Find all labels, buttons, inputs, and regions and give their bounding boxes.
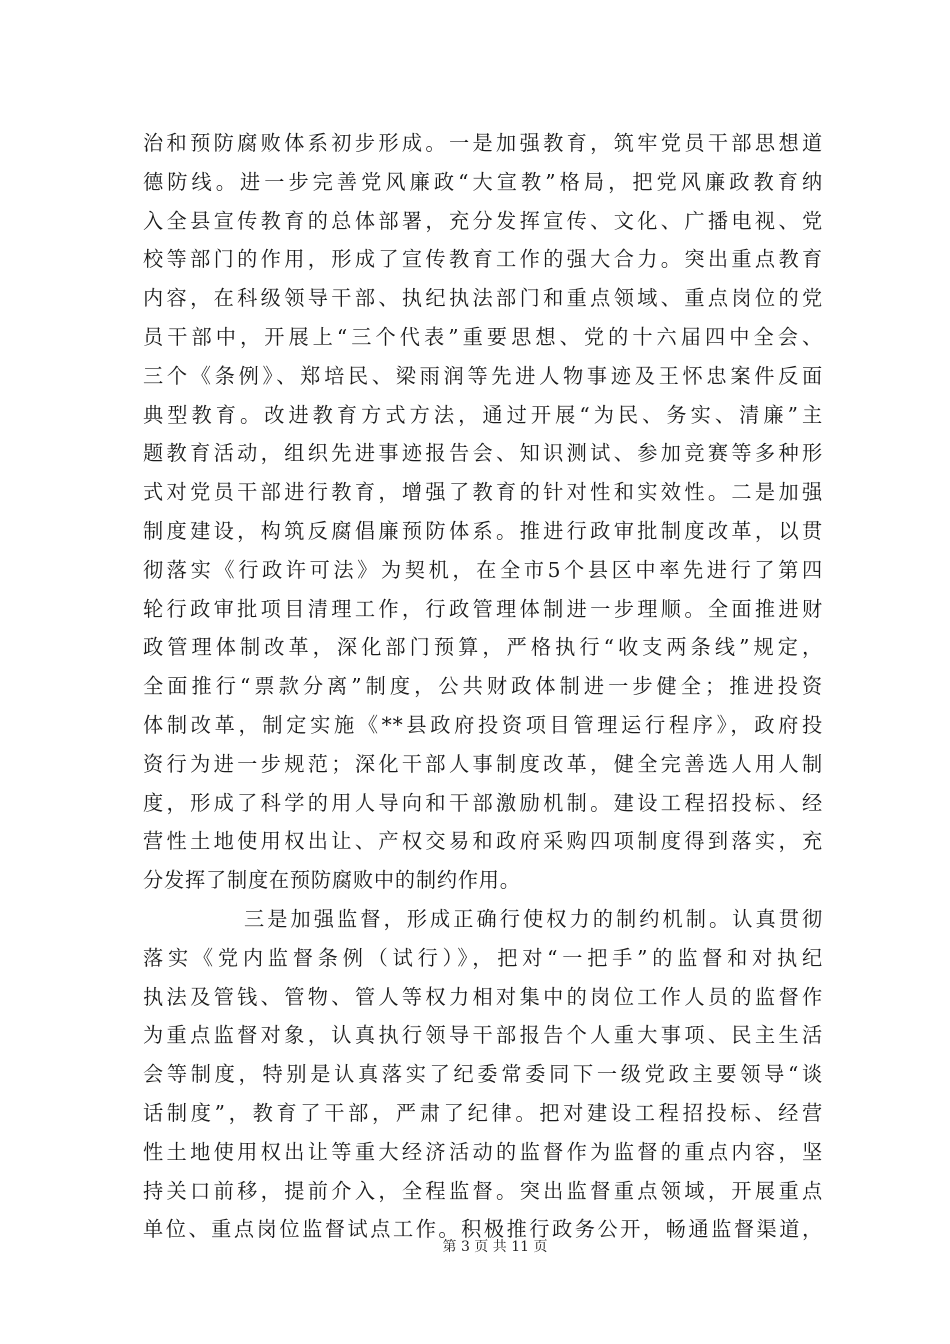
text-line: 话制度”，教育了干部，严肃了纪律。把对建设工程招投标、经营 — [143, 1100, 823, 1125]
text-line: 分发挥了制度在预防腐败中的制约作用。 — [143, 868, 521, 893]
text-line: 制度建设，构筑反腐倡廉预防体系。推进行政审批制度改革，以贯 — [143, 518, 823, 543]
text-line: 会等制度，特别是认真落实了纪委常委同下一级党政主要领导“谈 — [143, 1062, 823, 1087]
text-line: 典型教育。改进教育方式方法，通过开展“为民、务实、清廉”主 — [143, 402, 823, 427]
text-line: 入全县宣传教育的总体部署，充分发挥宣传、文化、广播电视、党 — [143, 208, 823, 233]
text-line: 持关口前移，提前介入，全程监督。突出监督重点领域，开展重点 — [143, 1178, 823, 1203]
text-line: 为重点监督对象，认真执行领导干部报告个人重大事项、民主生活 — [143, 1023, 823, 1048]
text-line: 性土地使用权出让等重大经济活动的监督作为监督的重点内容，坚 — [143, 1139, 823, 1164]
text-line: 单位、重点岗位监督试点工作。积极推行政务公开，畅通监督渠道， — [143, 1217, 823, 1242]
text-line: 题教育活动，组织先进事迹报告会、知识测试、参加竞赛等多种形 — [143, 441, 823, 466]
text-line: 全面推行“票款分离”制度，公共财政体制进一步健全；推进投资 — [143, 674, 823, 699]
text-line: 三个《条例》、郑培民、梁雨润等先进人物事迹及王怀忠案件反面 — [143, 363, 823, 388]
text-line: 三是加强监督，形成正确行使权力的制约机制。认真贯彻 — [244, 906, 823, 931]
text-line: 式对党员干部进行教育，增强了教育的针对性和实效性。二是加强 — [143, 480, 823, 505]
text-line: 德防线。进一步完善党风廉政“大宣教”格局，把党风廉政教育纳 — [143, 169, 823, 194]
text-line: 度，形成了科学的用人导向和干部激励机制。建设工程招投标、经 — [143, 790, 823, 815]
text-line: 体制改革，制定实施《**县政府投资项目管理运行程序》，政府投 — [143, 712, 823, 737]
text-line: 内容，在科级领导干部、执纪执法部门和重点领域、重点岗位的党 — [143, 286, 823, 311]
text-line: 资行为进一步规范；深化干部人事制度改革，健全完善选人用人制 — [143, 751, 823, 776]
page-number-footer: 第 3 页 共 11 页 — [442, 1239, 548, 1255]
text-line: 彻落实《行政许可法》为契机，在全市5个县区中率先进行了第四 — [143, 557, 823, 582]
body-text — [143, 124, 823, 1249]
text-line: 治和预防腐败体系初步形成。一是加强教育，筑牢党员干部思想道 — [143, 131, 823, 155]
text-line: 落实《党内监督条例（试行）》，把对“一把手”的监督和对执纪 — [143, 945, 823, 970]
text-line: 轮行政审批项目清理工作，行政管理体制进一步理顺。全面推进财 — [143, 596, 823, 621]
text-line: 员干部中，开展上“三个代表”重要思想、党的十六届四中全会、 — [143, 324, 823, 349]
text-line: 执法及管钱、管物、管人等权力相对集中的岗位工作人员的监督作 — [143, 984, 823, 1009]
text-line: 政管理体制改革，深化部门预算，严格执行“收支两条线”规定， — [143, 635, 823, 660]
text-line: 校等部门的作用，形成了宣传教育工作的强大合力。突出重点教育 — [143, 247, 823, 272]
text-line: 营性土地使用权出让、产权交易和政府采购四项制度得到落实，充 — [143, 829, 823, 854]
